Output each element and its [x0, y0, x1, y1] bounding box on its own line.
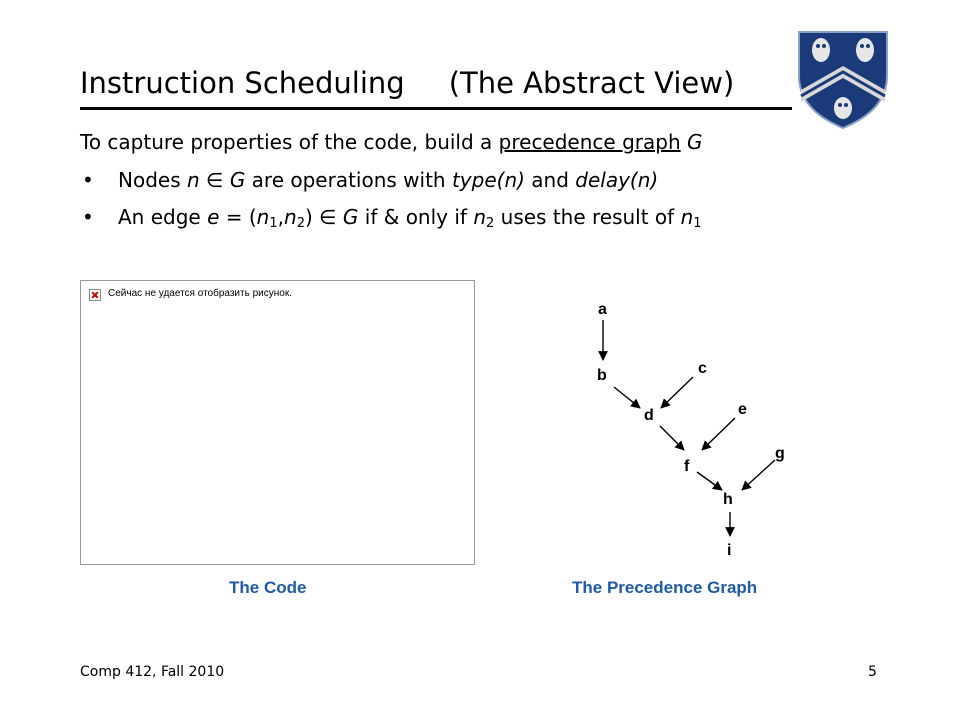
broken-image-placeholder — [80, 280, 475, 565]
broken-image-message: Сейчас не удается отобразить рисунок. — [108, 288, 292, 299]
edge-e-f — [702, 418, 735, 450]
edge-f-h — [697, 472, 722, 490]
intro-line: To capture properties of the code, build a precedence graph G — [80, 130, 703, 154]
node-h: h — [723, 491, 733, 508]
footer-course: Comp 412, Fall 2010 — [80, 664, 225, 680]
node-a: a — [598, 301, 607, 318]
caption-precedence-graph: The Precedence Graph — [572, 578, 758, 597]
node-e: e — [738, 401, 747, 418]
node-b: b — [597, 367, 607, 384]
precedence-graph — [560, 290, 820, 570]
caption-code: The Code — [229, 578, 307, 597]
edge-b-d — [614, 387, 640, 408]
title-subtitle: (The Abstract View) — [448, 66, 735, 100]
node-g: g — [775, 445, 785, 462]
edge-g-h — [742, 460, 775, 490]
edge-c-d — [661, 377, 693, 408]
slide-title — [80, 66, 734, 100]
node-c: c — [698, 360, 707, 377]
bullet-2-marker: • — [82, 205, 94, 229]
bullet-2-text: An edge $e = (n_1,n_2)$ ∈ G if & only if $n_2$ uses the result of $n_1$ — [118, 205, 702, 231]
broken-image-icon — [89, 289, 101, 301]
title-rule — [80, 107, 792, 110]
precedence-graph-term: precedence graph — [498, 130, 681, 154]
footer-page-number: 5 — [868, 664, 877, 680]
title-main: Instruction Scheduling — [80, 66, 405, 100]
edge-d-f — [660, 426, 684, 450]
bullet-1-text: Nodes n ∈ G are operations with type(n) and delay(n) — [118, 168, 659, 192]
node-i: i — [727, 542, 732, 559]
university-shield-logo — [793, 28, 893, 130]
bullet-1-marker: • — [82, 168, 94, 192]
node-d: d — [644, 407, 654, 424]
node-f: f — [684, 458, 690, 475]
